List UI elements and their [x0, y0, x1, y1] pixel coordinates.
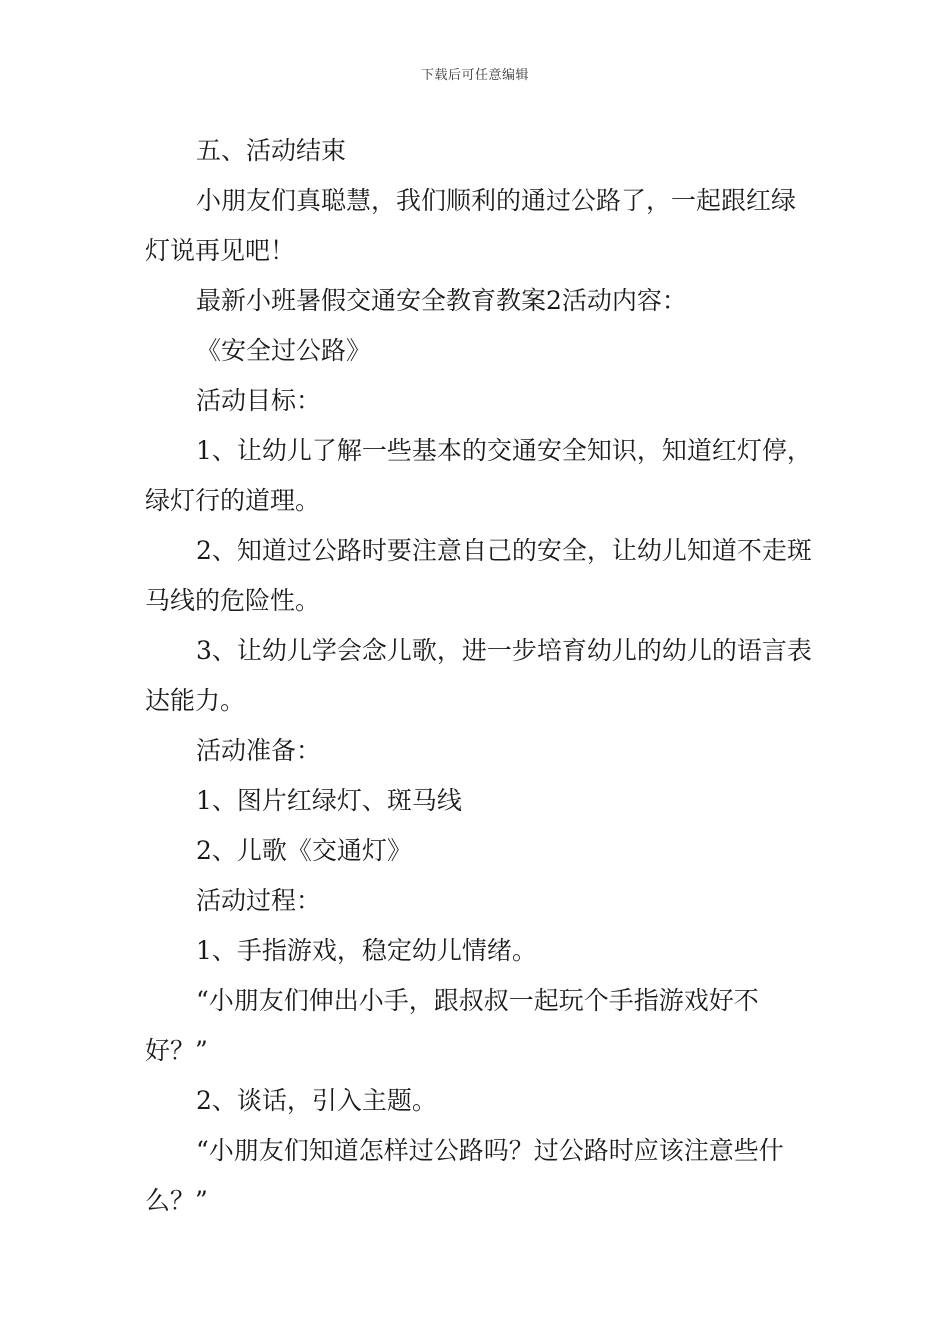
list-item: 1、手指游戏，稳定幼儿情绪。 — [196, 936, 537, 965]
section-heading: 活动过程： — [196, 886, 322, 915]
section-heading: 活动准备： — [196, 736, 322, 765]
section-heading: 活动目标： — [196, 386, 322, 415]
list-item: 1、让幼儿了解一些基本的交通安全知识，知道红灯停，绿灯行的道理。 — [145, 436, 812, 515]
list-item: 3、让幼儿学会念儿歌，进一步培育幼儿的幼儿的语言表达能力。 — [145, 636, 812, 715]
document-body — [145, 126, 815, 1226]
lesson-name: 《安全过公路》 — [196, 336, 372, 365]
list-item: 1、图片红绿灯、斑马线 — [196, 786, 462, 815]
paragraph: 小朋友们真聪慧，我们顺利的通过公路了，一起跟红绿灯说再见吧！ — [145, 186, 797, 265]
quote: “小朋友们知道怎样过公路吗？过公路时应该注意些什么？” — [145, 1136, 784, 1215]
quote: “小朋友们伸出小手，跟叔叔一起玩个手指游戏好不好？” — [145, 986, 759, 1065]
list-item: 2、知道过公路时要注意自己的安全，让幼儿知道不走斑马线的危险性。 — [145, 536, 812, 615]
list-item: 2、谈话，引入主题。 — [196, 1086, 437, 1115]
lesson-title-line: 最新小班暑假交通安全教育教案2活动内容： — [196, 286, 687, 315]
list-item: 2、儿歌《交通灯》 — [196, 836, 412, 865]
section-heading: 五、活动结束 — [196, 136, 347, 165]
page-header-note: 下载后可任意编辑 — [420, 68, 529, 83]
